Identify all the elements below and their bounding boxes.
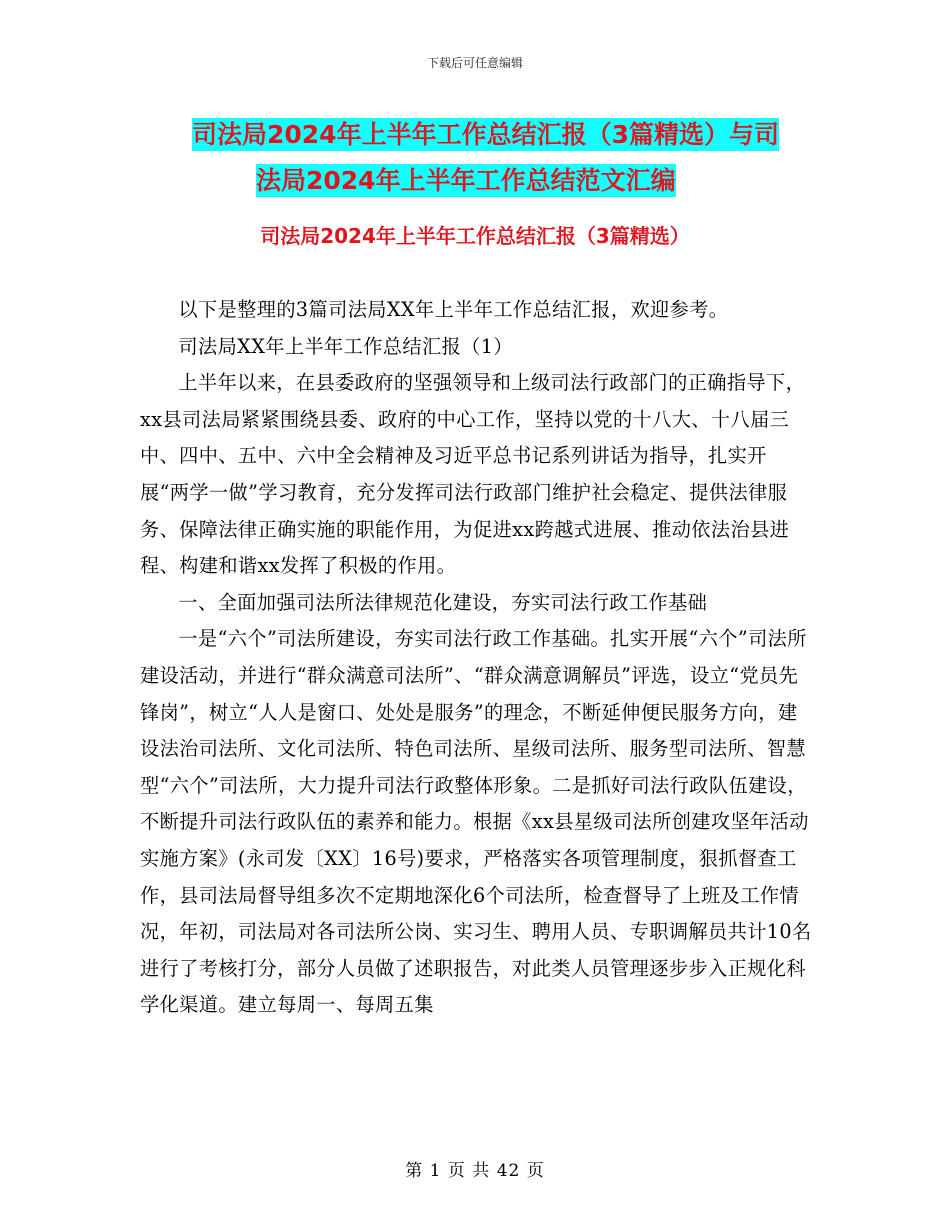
report-heading: 司法局XX年上半年工作总结汇报（1） bbox=[178, 334, 513, 358]
title-line-1: 司法局2024年上半年工作总结汇报（3篇精选）与司 bbox=[192, 120, 779, 149]
section-title: 司法局2024年上半年工作总结汇报（3篇精选） bbox=[260, 224, 690, 248]
intro-paragraph: 以下是整理的3篇司法局XX年上半年工作总结汇报，欢迎参考。 bbox=[178, 298, 729, 321]
header-note: 下载后可任意编辑 bbox=[426, 56, 523, 70]
document-title bbox=[140, 112, 830, 204]
body-paragraph: 一是“六个”司法所建设，夯实司法行政工作基础。扎实开展“六个”司法所建设活动，并进行“群众满意司法所”、“群众满意调解员”评选，设立“党员先锋岗”，树立“人人是窗口、处处是服务”的理念，不断延伸便民服务方向，建设法治司法所、文化司法所、特色司法所、星级司法所、服务型司法所、智慧型“六个”司法所，大力提升司法行政整体形象。二是抓好司法行政队伍建设，不断提升司法行政队伍的素养和能力。根据《xx县星级司法所创建攻坚年活动实施方案》(永司发〔XX〕16号)要求，严格落实各项管理制度，狠抓督查工作，县司法局督导组多次不定期地深化6个司法所，检查督导了上班及工作情况，年初，司法局对各司法所公岗、实习生、聘用人员、专职调解员共计10名进行了考核打分，部分人员做了述职报告，对此类人员管理逐步步入正规化科学化渠道。建立每周一、每周五集 bbox=[140, 627, 812, 1017]
page-footer: 第 1 页 共 42 页 bbox=[405, 1161, 545, 1181]
document-body bbox=[140, 292, 812, 1024]
title-line-2: 法局2024年上半年工作总结范文汇编 bbox=[256, 166, 676, 195]
section-heading: 一、全面加强司法所法律规范化建设，夯实司法行政工作基础 bbox=[178, 590, 708, 614]
body-paragraph: 上半年以来，在县委政府的坚强领导和上级司法行政部门的正确指导下，xx县司法局紧紧围绕县委、政府的中心工作，坚持以党的十八大、十八届三中、四中、五中、六中全会精神及习近平总书记系列讲话为指导，扎实开展“两学一做”学习教育，充分发挥司法行政部门维护社会稳定、提供法律服务、保障法律正确实施的职能作用，为促进xx跨越式进展、推动依法治县进程、构建和谐xx发挥了积极的作用。 bbox=[140, 371, 806, 578]
